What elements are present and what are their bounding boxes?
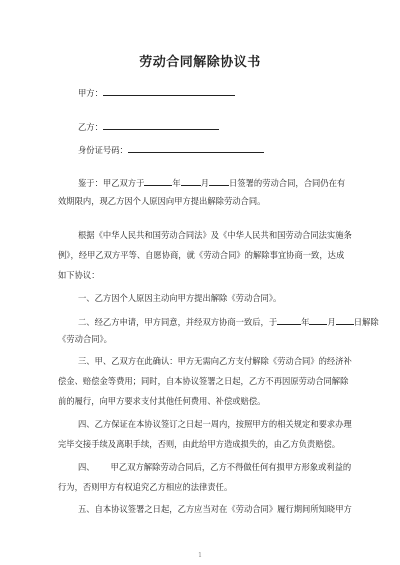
clause-3-line-3: 前的履行，向甲方要求支付其他任何费用、补偿或赔偿。 xyxy=(58,396,266,406)
clause-5-text: 甲乙双方解除劳动合同后，乙方不得做任何有损甲方形象或利益的 xyxy=(110,462,352,472)
clause-1: 一、乙方因个人原因主动向甲方提出解除《劳动合同》。 xyxy=(78,293,282,303)
recital-month-blank xyxy=(181,176,201,186)
party-a-label: 甲方： xyxy=(78,88,103,98)
recital-text-2: 日签署的劳动合同，合同仍在有 xyxy=(229,178,346,188)
recital-day-blank xyxy=(209,176,229,186)
clause-2-line-2: 《劳动合同》。 xyxy=(58,334,112,344)
clause-2-year-label: 年 xyxy=(301,317,310,327)
party-a-blank xyxy=(103,86,235,96)
clause-6-line-1: 五、自本协议签署之日起，乙方应当对在《劳动合同》履行期间所知晓甲方 xyxy=(78,504,352,514)
party-b-blank xyxy=(103,120,219,130)
party-b-line xyxy=(78,120,219,133)
party-b-label: 乙方： xyxy=(78,122,103,132)
document-title: 劳动合同解除协议书 xyxy=(139,55,261,70)
id-number-blank xyxy=(128,143,264,153)
recital-text: 鉴于：甲乙双方于 xyxy=(78,178,145,188)
clause-2-text: 二、经乙方申请，甲方同意，并经双方协商一致后，于 xyxy=(78,317,278,327)
clause-5-line-2: 行为，否则甲方有权追究乙方相应的法律责任。 xyxy=(58,482,233,492)
recital-line-2: 效期限内，现乙方因个人原因向甲方提出解除劳动合同。 xyxy=(58,196,266,206)
recital-year-blank xyxy=(144,176,172,186)
basis-line-2: 例》，经甲乙双方平等、自愿协商，就《劳动合同》的解除事宜协商一致，达成 xyxy=(58,250,345,260)
clause-2-year-blank xyxy=(277,315,301,325)
clause-2-month-blank xyxy=(309,315,327,325)
clause-2-line-1 xyxy=(78,315,379,328)
clause-3-line-1: 三、甲、乙双方在此确认：甲方无需向乙方支付解除《劳动合同》的经济补 xyxy=(78,356,352,366)
clause-2-day-label: 日解除 xyxy=(353,317,379,327)
party-a-line xyxy=(78,86,235,99)
page-number: 1 xyxy=(198,552,202,559)
clause-2-day-blank xyxy=(336,315,354,325)
recital-year-label: 年 xyxy=(172,178,181,188)
clause-4-line-1: 四、乙方保证在本协议签订之日起一周内，按照甲方的相关规定和要求办理 xyxy=(78,419,352,429)
recital-month-label: 月 xyxy=(200,178,210,188)
id-number-line xyxy=(78,143,264,156)
recital-line-1 xyxy=(78,176,345,189)
clause-2-month-label: 月 xyxy=(327,317,336,327)
id-number-label: 身份证号码： xyxy=(78,145,128,155)
clause-3-line-2: 偿金、赔偿金等费用；同时，自本协议签署之日起，乙方不再因原劳动合同解除 xyxy=(58,376,349,386)
clause-5-number: 四、 xyxy=(78,462,95,472)
basis-line-1: 根据《中华人民共和国劳动合同法》及《中华人民共和国劳动合同法实施条 xyxy=(78,230,352,240)
clause-4-line-2: 完毕交接手续及离职手续，否则，由此给甲方造成损失的，由乙方负责赔偿。 xyxy=(58,439,341,449)
clause-5-line-1 xyxy=(78,462,351,473)
basis-line-3: 如下协议： xyxy=(58,270,100,280)
